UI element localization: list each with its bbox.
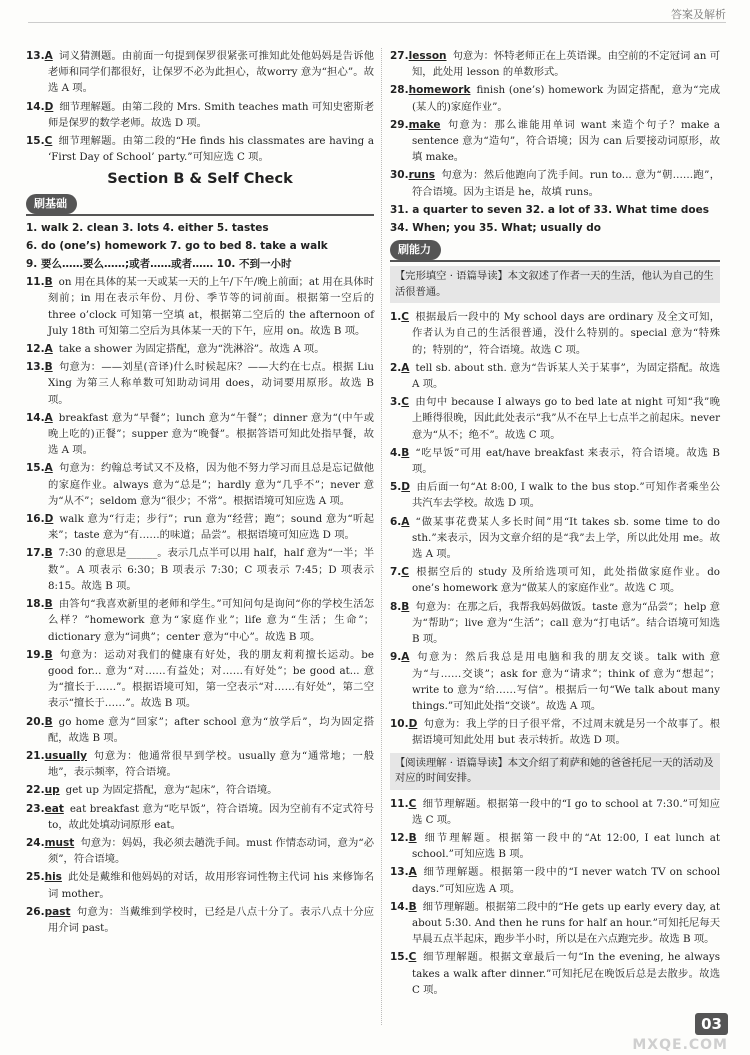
item-number: 1. xyxy=(390,311,402,324)
item-number: 14. xyxy=(26,100,45,113)
answer-item xyxy=(390,564,720,596)
item-number: 30. xyxy=(390,169,409,182)
answer-item xyxy=(390,899,720,948)
item-explanation: breakfast 意为“早餐”；lunch 意为“午餐”；dinner 意为“(中午或晚上吃的)正餐”；supper 意为“晚餐”。根据答语可知此处指早餐，故选 A 项。 xyxy=(48,411,374,457)
answer-item xyxy=(390,167,720,199)
item-number: 27. xyxy=(390,50,409,62)
item-answer: D xyxy=(408,718,418,731)
reading-items xyxy=(390,796,720,998)
item-answer: C xyxy=(44,135,53,148)
item-explanation: 句意为：在那之后，我帮我妈妈做饭。taste 意为“品尝”；help 意为“帮助”；live 意为“生活”；call 意为“打电话”。结合语境可知选 B 项。 xyxy=(412,600,720,646)
answer-item xyxy=(390,479,720,511)
item-answer: up xyxy=(44,784,60,797)
item-explanation: 句意为：那么谁能用单词 want 来造个句子？make a sentence 意为“造句”，符合语境；因为 can 后要接动词原形，故填 make。 xyxy=(412,118,720,164)
item-answer: lesson xyxy=(408,50,447,62)
item-answer: A xyxy=(401,361,410,374)
item-number: 6. xyxy=(390,515,402,528)
item-number: 13. xyxy=(26,50,45,62)
answer-item xyxy=(26,545,374,594)
left-column xyxy=(26,48,374,938)
item-explanation: “做某事花费某人多长时间”用“It takes sb. some time to do sth.”来表示，因为文章介绍的是“我”去上学，所以此处用 me。故选 A 项。 xyxy=(412,515,720,561)
item-number: 16. xyxy=(26,513,45,526)
item-answer: B xyxy=(408,900,417,913)
item-explanation: 由句中 because I always go to bed late at night 可知“我”晚上睡得很晚，因此此处表示“我”从不在早上七点半之前起床。never 意为“从不；绝不”。故选 C 项。 xyxy=(412,396,720,441)
answer-item xyxy=(390,117,720,166)
page-number: 03 xyxy=(695,1013,728,1035)
left-top-items xyxy=(26,48,374,165)
answer-item xyxy=(390,716,720,748)
answer-item xyxy=(26,99,374,131)
fill-line-3: 9. 要么……要么……;或者……或者…… 10. 不到一小时 xyxy=(26,258,292,271)
item-explanation: 细节理解题。由第二段的 Mrs. Smith teaches math 可知史密斯老师是保罗的数学老师。故选 D 项。 xyxy=(48,100,374,129)
item-explanation: 句意为：运动对我们的健康有好处，我的朋友莉莉擅长运动。be good for... 意为“对……有益处；对……有好处”；be good at... 意为“擅长于……”。根据语境可知，第一空表示“对……有好处”，第二空表示“擅长于……”。故选 B 项。 xyxy=(48,648,374,710)
item-explanation: eat breakfast 意为“吃早饭”，符合语境。因为空前有不定式符号 to，故此处填动词原形 eat。 xyxy=(48,802,374,831)
item-answer: A xyxy=(44,411,53,424)
answer-item xyxy=(26,359,374,408)
watermark: MXQE.COM xyxy=(632,1037,728,1053)
answer-item xyxy=(390,309,720,358)
item-answer: C xyxy=(401,566,410,579)
cloze-intro: 【完形填空 · 语篇导读】本文叙述了作者一天的生活，他认为自己的生活很普通。 xyxy=(390,266,720,303)
item-explanation: go home 意为“回家”；after school 意为“放学后”，均为固定搭配，故选 B 项。 xyxy=(48,715,374,744)
answer-item xyxy=(26,133,374,165)
answer-item xyxy=(390,514,720,563)
item-answer: B xyxy=(44,598,53,611)
answer-item xyxy=(26,748,374,780)
column-divider xyxy=(381,48,382,1025)
item-explanation: 句意为：他通常很早到学校。usually 意为“通常地；一般地”，表示频率，符合语境。 xyxy=(48,749,374,779)
item-number: 14. xyxy=(26,411,45,424)
item-answer: runs xyxy=(408,169,435,182)
item-number: 3. xyxy=(390,396,402,409)
item-number: 25. xyxy=(26,871,45,884)
item-answer: B xyxy=(401,446,410,459)
item-explanation: 细节理解题。根据第二段中的“He gets up early every day, at about 5:30. And then he runs for half an hour.”可知托尼每天早晨五点半起床，跑步半小时，所以是在六点跑完步。故选 B 项。 xyxy=(412,900,720,946)
item-explanation: get up 为固定搭配，意为“起床”，符合语境。 xyxy=(65,784,278,797)
item-answer: make xyxy=(408,118,441,131)
item-number: 12. xyxy=(26,343,45,356)
right-answer-items xyxy=(390,48,720,200)
badge-advanced-row xyxy=(390,238,720,262)
item-explanation: 句意为：约翰总考试又不及格，因为他不努力学习而且总是忘记做他的家庭作业。always 意为“总是”；hardly 意为“几乎不”；never 意为“从不”；seldom 意为“很少；不常”。根据语境可知应选 A 项。 xyxy=(48,462,374,507)
item-explanation: 句意为：妈妈，我必须去趟洗手间。must 作情态动词，意为“必须”，符合语境。 xyxy=(48,836,374,866)
item-explanation: 根据最后一段中的 My school days are ordinary 及全文可知，作者认为自己的生活很普通，没什么特别的。special 意为“特殊的；特别的”，符合语境。故选 C 项。 xyxy=(412,311,720,356)
fill-line-right-1: 31. a quarter to seven 32. a lot of 33. What time does xyxy=(390,203,710,216)
left-answer-items xyxy=(26,274,374,936)
item-answer: usually xyxy=(44,749,87,762)
answer-item xyxy=(26,48,374,97)
item-explanation: 由后面一句“At 8:00, I walk to the bus stop.”可知作者乘坐公共汽车去学校。故选 D 项。 xyxy=(412,481,720,510)
item-number: 12. xyxy=(390,831,409,844)
item-number: 15. xyxy=(26,462,45,475)
item-explanation: 7:30 的意思是______。表示几点半可以用 half，half 意为“一半；半数”。A 项表示 6:30；B 项表示 7:30；C 项表示 7:45；D 项表示 8:15。故选 B 项。 xyxy=(48,547,374,592)
item-number: 20. xyxy=(26,715,45,728)
item-number: 21. xyxy=(26,749,45,762)
item-explanation: tell sb. about sth. 意为“告诉某人关于某事”，为固定搭配。故选 A 项。 xyxy=(412,361,720,391)
item-explanation: 此处是戴维和他妈妈的对话，故用形容词性物主代词 his 来修饰名词 mother。 xyxy=(48,871,374,900)
answer-item xyxy=(26,869,374,901)
reading-intro: 【阅读理解 · 语篇导读】本文介绍了莉萨和她的爸爸托尼一天的活动及对应的时间安排。 xyxy=(390,753,720,790)
answer-item xyxy=(390,394,720,443)
answer-item xyxy=(26,460,374,509)
item-number: 19. xyxy=(26,648,45,661)
answer-item xyxy=(26,511,374,543)
item-explanation: 细节理解题。根据第一段中的“I never watch TV on school days.”可知应选 A 项。 xyxy=(412,866,720,895)
answer-item xyxy=(390,796,720,828)
item-explanation: “吃早饭”可用 eat/have breakfast 来表示，符合语境。故选 B 项。 xyxy=(412,446,720,476)
item-number: 8. xyxy=(390,600,402,613)
item-answer: B xyxy=(44,276,53,289)
item-number: 9. xyxy=(390,651,402,664)
item-explanation: 句意为：我上学的日子很平常，不过周末就是另一个故事了。根据语境可知此处用 but 表示转折。故选 D 项。 xyxy=(412,718,720,747)
fill-line-2: 6. do (one’s) homework 7. go to bed 8. take a walk xyxy=(26,239,328,252)
item-answer: must xyxy=(44,836,75,849)
fill-line-right-2: 34. When; you 35. What; usually do xyxy=(390,222,601,235)
item-answer: A xyxy=(401,651,410,664)
item-number: 17. xyxy=(26,547,45,560)
item-answer: A xyxy=(44,50,53,62)
answer-item xyxy=(390,949,720,998)
answer-item xyxy=(390,864,720,896)
item-answer: C xyxy=(408,797,417,810)
item-number: 24. xyxy=(26,836,45,849)
item-explanation: 句意为：当戴维到学校时，已经是八点十分了。表示八点十分应用介词 past。 xyxy=(48,905,374,934)
answer-item xyxy=(390,360,720,392)
badge-basic: 刷基础 xyxy=(26,194,77,214)
item-answer: past xyxy=(44,905,71,918)
item-explanation: 词义猜测题。由前面一句提到保罗很紧张可推知此处他妈妈是告诉他老师和同学们都很好，让保罗不必为此担心，故worry 意为“担心”。故选 A 项。 xyxy=(48,50,374,95)
item-answer: C xyxy=(401,311,410,324)
item-explanation: 句意为：——刘星(音译)什么时候起床？——大约在七点。根据 Liu Xing 为第三人称单数可知助动词用 does，动词要用原形。故选 B 项。 xyxy=(48,361,374,406)
item-explanation: 句意为：怀特老师正在上英语课。由空前的不定冠词 an 可知，此处用 lesson 的单数形式。 xyxy=(412,50,720,79)
header-divider xyxy=(28,22,726,23)
item-answer: C xyxy=(408,951,417,964)
item-explanation: take a shower 为固定搭配，意为“洗淋浴”。故选 A 项。 xyxy=(58,343,325,356)
item-answer: C xyxy=(401,396,410,409)
item-explanation: 细节理解题。根据第一段中的“At 12:00, I eat lunch at school.”可知应选 B 项。 xyxy=(412,831,720,861)
item-explanation: finish (one’s) homework 为固定搭配，意为“完成(某人的)家庭作业”。 xyxy=(412,84,720,113)
answer-item xyxy=(26,341,374,357)
item-number: 7. xyxy=(390,566,402,579)
item-number: 2. xyxy=(390,361,402,374)
answer-item xyxy=(26,904,374,936)
answer-item xyxy=(26,714,374,746)
item-number: 28. xyxy=(390,84,409,97)
item-number: 14. xyxy=(390,900,409,913)
item-explanation: 细节理解题。根据第一段中的“I go to school at 7:30.”可知应选 C 项。 xyxy=(412,797,720,826)
item-answer: A xyxy=(401,515,410,528)
item-answer: B xyxy=(401,600,410,613)
item-number: 4. xyxy=(390,446,402,459)
item-number: 13. xyxy=(390,866,409,879)
item-answer: homework xyxy=(408,84,471,97)
item-answer: D xyxy=(401,481,411,494)
badge-basic-row xyxy=(26,192,374,216)
item-answer: B xyxy=(408,831,417,844)
right-column xyxy=(390,48,720,1000)
item-number: 29. xyxy=(390,118,409,131)
item-explanation: on 用在具体的某一天或某一天的上午/下午/晚上前面；at 用在具体时刻前；in 用在表示年份、月份、季节等的词前面。根据第一空后的 three o’clock 可知第一空填 at，根据第二空后的 the afternoon of July 18th 可知第二空后为具体某一天的下午，应用 on。故选 B 项。 xyxy=(48,276,374,337)
answer-item xyxy=(390,599,720,648)
item-answer: D xyxy=(44,513,54,526)
answer-item xyxy=(26,596,374,645)
answer-item xyxy=(26,782,374,798)
answer-item xyxy=(26,410,374,459)
item-number: 18. xyxy=(26,598,45,611)
item-answer: A xyxy=(44,462,53,475)
item-number: 11. xyxy=(26,276,45,289)
item-explanation: walk 意为“行走；步行”；run 意为“经营；跑”；sound 意为“听起来”；taste 意为“有……的味道；品尝”。根据语境可知应选 D 项。 xyxy=(48,513,374,542)
answer-item xyxy=(26,801,374,833)
answer-item xyxy=(390,830,720,862)
item-explanation: 由答句“我喜欢新里的老师和学生。”可知问句是询问“你的学校生活怎么样？”homework 意为“家庭作业”；life 意为“生活；生命”；dictionary 意为“词典”；center 意为“中心”。故选 B 项。 xyxy=(48,598,374,643)
item-answer: B xyxy=(44,361,53,374)
item-explanation: 根据空后的 study 及所给选项可知，此处指做家庭作业。do one’s homework 意为“做某人的家庭作业”。故选 C 项。 xyxy=(412,566,720,595)
item-answer: D xyxy=(44,100,54,113)
item-answer: his xyxy=(44,871,62,884)
item-explanation: 细节理解题。根据文章最后一句“In the evening, he always takes a walk after dinner.”可知托尼在晚饭后总是去散步。故选 C 项。 xyxy=(412,951,720,996)
item-number: 13. xyxy=(26,361,45,374)
item-number: 23. xyxy=(26,802,45,815)
answer-item xyxy=(390,445,720,477)
item-answer: A xyxy=(44,343,53,356)
item-number: 5. xyxy=(390,481,402,494)
item-explanation: 句意为：然后他跑向了洗手间。run to... 意为“朝……跑”，符合语境。因为主语是 he，故填 runs。 xyxy=(412,169,720,198)
answer-item xyxy=(26,835,374,867)
item-answer: eat xyxy=(44,802,64,815)
answer-item xyxy=(390,48,720,80)
fill-line-1: 1. walk 2. clean 3. lots 4. either 5. tastes xyxy=(26,221,269,234)
item-explanation: 细节理解题。由第二段的“He finds his classmates are having a ‘First Day of School’ party.”可知应选 C 项。 xyxy=(48,135,374,164)
item-number: 15. xyxy=(390,951,409,964)
item-answer: B xyxy=(44,547,53,560)
cloze-items xyxy=(390,309,720,748)
badge-advanced: 刷能力 xyxy=(390,240,441,260)
section-title: Section B & Self Check xyxy=(107,171,293,188)
item-answer: A xyxy=(408,866,417,879)
item-number: 26. xyxy=(26,905,45,918)
item-number: 22. xyxy=(26,784,45,797)
item-number: 11. xyxy=(390,797,409,810)
header-title: 答案及解析 xyxy=(671,8,726,21)
answer-item xyxy=(26,647,374,712)
item-answer: B xyxy=(44,715,53,728)
answer-item xyxy=(390,82,720,114)
item-number: 15. xyxy=(26,135,45,148)
item-answer: B xyxy=(44,648,53,661)
answer-item xyxy=(26,274,374,339)
item-number: 10. xyxy=(390,718,409,731)
answer-item xyxy=(390,649,720,714)
item-explanation: 句意为：然后我总是用电脑和我的朋友交谈。talk with 意为“与……交谈”；ask for 意为“请求”；think of 意为“想起”；write to 意为“给……写信”。根据后一句“We talk about many things.”可知此处指“交谈”。故选 A 项。 xyxy=(412,651,720,712)
